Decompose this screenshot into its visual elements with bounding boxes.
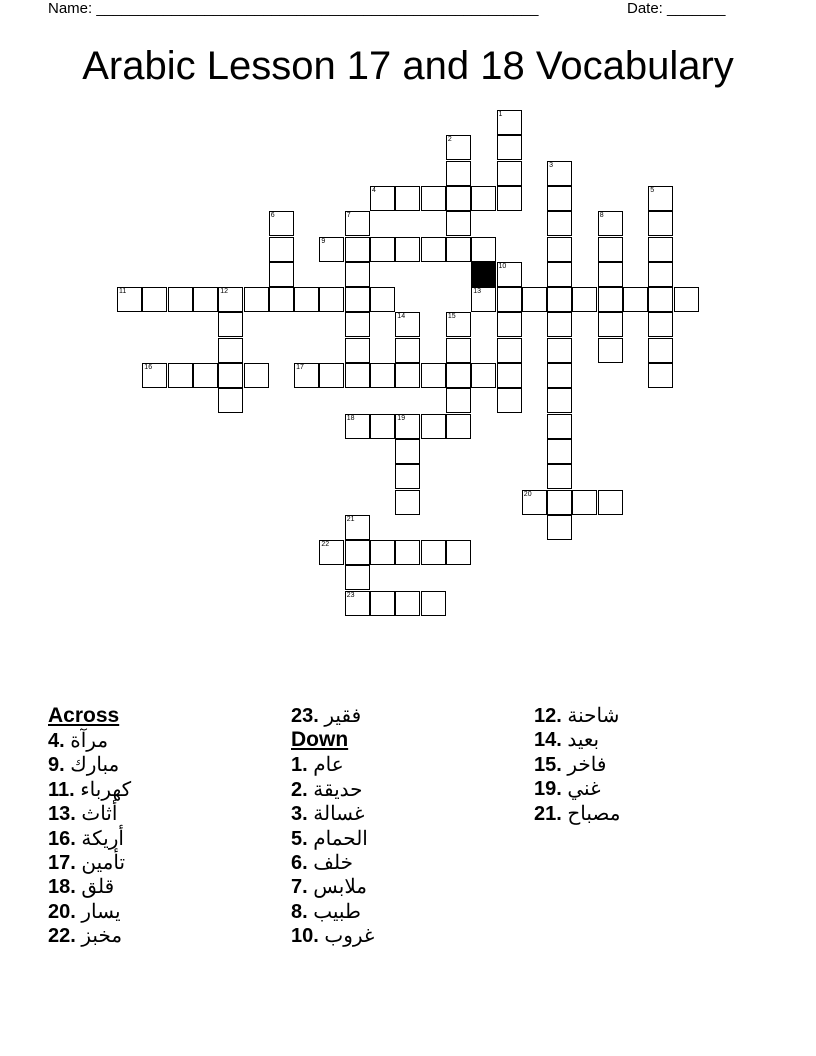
down-clue: 15. فاخر	[534, 753, 607, 776]
grid-cell[interactable]	[547, 161, 572, 186]
down-clue: 10. غروب	[291, 925, 375, 948]
grid-cell[interactable]	[370, 414, 395, 439]
down-clue: 19. غني	[534, 778, 601, 801]
grid-cell[interactable]	[294, 363, 319, 388]
across-clue: 4. مرآة	[48, 730, 109, 752]
grid-cell[interactable]	[471, 186, 496, 211]
grid-cell[interactable]	[446, 388, 471, 413]
grid-cell[interactable]	[547, 237, 572, 262]
grid-cell[interactable]	[547, 312, 572, 337]
grid-cell[interactable]	[522, 287, 547, 312]
grid-cell[interactable]	[598, 287, 623, 312]
grid-cell[interactable]	[395, 237, 420, 262]
grid-cell[interactable]	[446, 414, 471, 439]
across-clue: 23. فقير	[291, 705, 362, 727]
grid-cell[interactable]	[345, 211, 370, 236]
clue-number: 17	[296, 364, 304, 371]
grid-cell[interactable]	[421, 237, 446, 262]
grid-cell[interactable]	[117, 287, 142, 312]
grid-cell[interactable]	[395, 414, 420, 439]
grid-cell[interactable]	[547, 414, 572, 439]
grid-cell[interactable]	[345, 338, 370, 363]
clue-column-1	[48, 704, 288, 949]
grid-cell[interactable]	[294, 287, 319, 312]
grid-cell[interactable]	[497, 262, 522, 287]
clue-number: 3	[549, 161, 553, 169]
grid-cell[interactable]	[244, 363, 269, 388]
grid-cell[interactable]	[522, 490, 547, 515]
grid-cell[interactable]	[598, 490, 623, 515]
grid-cell[interactable]	[572, 490, 597, 515]
clue-number: 20	[523, 490, 532, 498]
date-field-label: Date: _______	[627, 0, 726, 17]
grid-cell[interactable]	[547, 363, 572, 388]
grid-cell[interactable]	[395, 591, 420, 616]
grid-cell[interactable]	[319, 237, 344, 262]
grid-cell[interactable]	[446, 312, 471, 337]
clue-column-3	[534, 704, 774, 826]
grid-cell[interactable]	[598, 338, 623, 363]
grid-cell[interactable]	[218, 363, 243, 388]
grid-cell[interactable]	[497, 161, 522, 186]
grid-cell[interactable]	[345, 262, 370, 287]
grid-cell[interactable]	[598, 237, 623, 262]
grid-cell[interactable]	[497, 388, 522, 413]
grid-cell[interactable]	[648, 363, 673, 388]
across-clue: 20. يسار	[48, 900, 121, 923]
grid-cell[interactable]	[319, 540, 344, 565]
grid-cell[interactable]	[497, 287, 522, 312]
grid-cell[interactable]	[319, 363, 344, 388]
grid-cell[interactable]	[218, 388, 243, 413]
grid-cell[interactable]	[218, 312, 243, 337]
grid-cell[interactable]	[648, 287, 673, 312]
grid-cell[interactable]	[572, 287, 597, 312]
clue-number: 7	[346, 212, 351, 220]
grid-cell[interactable]	[446, 211, 471, 236]
across-clue: 22. مخبز	[48, 925, 123, 948]
across-clue: 16. أريكة	[48, 827, 124, 850]
clue-number: 11	[119, 288, 127, 296]
down-clue: 2. حديقة	[291, 778, 363, 801]
grid-cell[interactable]	[421, 186, 446, 211]
grid-cell[interactable]	[547, 515, 572, 540]
down-heading: Down	[291, 728, 349, 752]
grid-cell[interactable]	[421, 363, 446, 388]
grid-cell[interactable]	[345, 312, 370, 337]
across-clue: 13. أثاث	[48, 803, 118, 826]
grid-cell[interactable]	[370, 363, 395, 388]
grid-cell[interactable]	[648, 338, 673, 363]
clue-number: 13	[473, 288, 481, 296]
across-clue: 11. كهرباء	[48, 778, 132, 801]
grid-cell[interactable]	[395, 439, 420, 464]
page-title: Arabic Lesson 17 and 18 Vocabulary	[82, 44, 734, 88]
clue-number: 22	[321, 541, 330, 549]
across-clue: 18. قلق	[48, 876, 115, 899]
grid-cell[interactable]	[193, 363, 218, 388]
grid-cell[interactable]	[446, 161, 471, 186]
grid-cell[interactable]	[497, 338, 522, 363]
grid-cell[interactable]	[395, 490, 420, 515]
grid-cell[interactable]	[446, 186, 471, 211]
grid-cell[interactable]	[446, 338, 471, 363]
grid-cell[interactable]	[395, 186, 420, 211]
grid-cell[interactable]	[142, 287, 167, 312]
grid-cell[interactable]	[547, 388, 572, 413]
grid-cell[interactable]	[345, 540, 370, 565]
grid-cell[interactable]	[142, 363, 167, 388]
grid-cell[interactable]	[345, 515, 370, 540]
grid-cell[interactable]	[168, 363, 193, 388]
grid-cell[interactable]	[547, 338, 572, 363]
clue-number: 23	[346, 591, 355, 599]
grid-cell[interactable]	[269, 211, 294, 236]
grid-cell[interactable]	[345, 363, 370, 388]
grid-cell[interactable]	[446, 135, 471, 160]
clue-number: 6	[270, 212, 275, 220]
clue-number: 12	[220, 288, 228, 296]
name-field-label: Name: _____________________________________________________	[48, 0, 539, 17]
grid-cell[interactable]	[547, 464, 572, 489]
clue-number: 21	[346, 515, 355, 523]
grid-cell[interactable]	[319, 287, 344, 312]
grid-cell[interactable]	[370, 540, 395, 565]
grid-cell[interactable]	[674, 287, 699, 312]
grid-cell[interactable]	[269, 287, 294, 312]
down-clue: 12. شاحنة	[534, 705, 620, 727]
grid-cell[interactable]	[446, 540, 471, 565]
grid-cell[interactable]	[345, 237, 370, 262]
grid-cell[interactable]	[547, 211, 572, 236]
grid-cell[interactable]	[395, 363, 420, 388]
grid-cell[interactable]	[648, 211, 673, 236]
grid-cell[interactable]	[648, 262, 673, 287]
grid-cell[interactable]	[269, 262, 294, 287]
grid-cell[interactable]	[547, 287, 572, 312]
grid-cell[interactable]	[395, 338, 420, 363]
clue-number: 2	[447, 136, 452, 144]
clue-number: 15	[447, 313, 456, 321]
grid-cell[interactable]	[370, 591, 395, 616]
down-clue: 14. بعيد	[534, 729, 600, 752]
grid-cell[interactable]	[598, 211, 623, 236]
grid-cell[interactable]	[497, 363, 522, 388]
clue-number: 19	[397, 414, 406, 422]
grid-cell[interactable]	[345, 565, 370, 590]
down-clue: 1. عام	[291, 754, 344, 777]
grid-cell[interactable]	[648, 237, 673, 262]
grid-cell[interactable]	[421, 591, 446, 616]
down-clue: 6. خلف	[291, 851, 353, 874]
down-clue: 21. مصباح	[534, 802, 621, 825]
grid-cell[interactable]	[497, 135, 522, 160]
grid-cell[interactable]	[345, 591, 370, 616]
grid-cell[interactable]	[370, 237, 395, 262]
grid-cell[interactable]	[623, 287, 648, 312]
grid-cell[interactable]	[218, 287, 243, 312]
grid-cell[interactable]	[497, 312, 522, 337]
grid-cell[interactable]	[395, 464, 420, 489]
down-clue: 3. غسالة	[291, 803, 365, 826]
grid-cell[interactable]	[547, 186, 572, 211]
grid-cell[interactable]	[547, 262, 572, 287]
down-clue: 8. طبيب	[291, 900, 361, 923]
grid-cell[interactable]	[598, 312, 623, 337]
grid-cell[interactable]	[244, 287, 269, 312]
grid-cell[interactable]	[370, 186, 395, 211]
down-clue: 7. ملابس	[291, 876, 367, 899]
clue-number: 5	[650, 186, 655, 194]
grid-cell[interactable]	[446, 237, 471, 262]
grid-cell[interactable]	[547, 490, 572, 515]
grid-cell[interactable]	[547, 439, 572, 464]
grid-cell[interactable]	[370, 287, 395, 312]
clue-number: 18	[346, 414, 355, 422]
grid-cell[interactable]	[218, 338, 243, 363]
down-clue: 5. الحمام	[291, 827, 368, 850]
clue-number: 14	[397, 313, 406, 321]
grid-cell[interactable]	[497, 110, 522, 135]
grid-cell[interactable]	[421, 540, 446, 565]
clue-number: 9	[321, 237, 326, 245]
grid-cell[interactable]	[648, 312, 673, 337]
clue-number: 8	[599, 212, 604, 220]
clue-column-2	[291, 704, 531, 949]
grid-cell[interactable]	[345, 414, 370, 439]
grid-cell[interactable]	[269, 237, 294, 262]
grid-cell[interactable]	[446, 363, 471, 388]
clue-number: 16	[144, 364, 153, 371]
grid-cell[interactable]	[168, 287, 193, 312]
grid-cell[interactable]	[395, 540, 420, 565]
across-clue: 9. مبارك	[48, 754, 120, 777]
clue-number: 4	[372, 186, 376, 194]
clue-number: 1	[498, 111, 503, 118]
across-clue: 17. تأمين	[48, 851, 126, 874]
grid-cell[interactable]	[193, 287, 218, 312]
grid-block	[471, 262, 496, 287]
clue-number: 10	[498, 262, 507, 270]
grid-cell[interactable]	[471, 237, 496, 262]
grid-cell[interactable]	[421, 414, 446, 439]
grid-cell[interactable]	[471, 287, 496, 312]
grid-cell[interactable]	[471, 363, 496, 388]
grid-cell[interactable]	[395, 312, 420, 337]
grid-cell[interactable]	[345, 287, 370, 312]
across-heading: Across	[48, 704, 120, 727]
grid-cell[interactable]	[598, 262, 623, 287]
grid-cell[interactable]	[497, 186, 522, 211]
grid-cell[interactable]	[648, 186, 673, 211]
